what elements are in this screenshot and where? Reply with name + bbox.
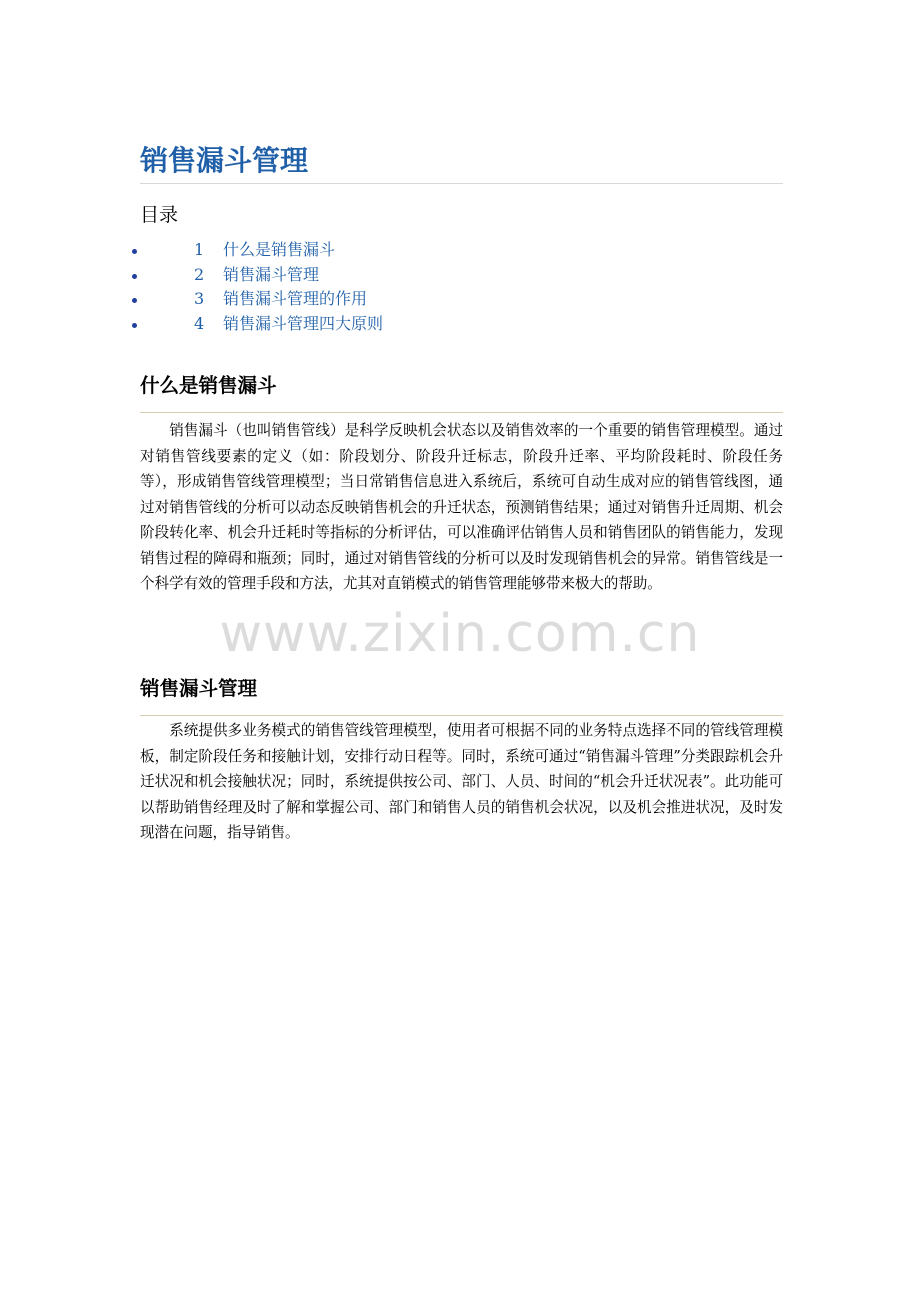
toc-link[interactable]: 销售漏斗管理四大原则 xyxy=(223,313,384,333)
toc-number: 2 xyxy=(194,264,205,284)
section-body-funnel-management: 系统提供多业务模式的销售管线管理模型，使用者可根据不同的业务特点选择不同的管线管理模板，制定阶段任务和接触计划，安排行动日程等。同时，系统可通过“销售漏斗管理”分类跟踪机会升迁状况和机会接触状况；同时，系统提供按公司、部门、人员、时间的“机会升迁状况表”。此功能可以帮助销售经理及时了解和掌握公司、部门和销售人员的销售机会状况，以及机会推进状况，及时发现潜在问题，指导销售。 xyxy=(140,722,783,841)
watermark: www.zixin.com.cn xyxy=(219,604,701,664)
toc-link[interactable]: 销售漏斗管理 xyxy=(223,264,320,284)
section-body-what-is-funnel: 销售漏斗（也叫销售管线）是科学反映机会状态以及销售效率的一个重要的销售管理模型。通过对销售管线要素的定义（如：阶段划分、阶段升迁标志，阶段升迁率、平均阶段耗时、阶段任务等），形成销售管线管理模型；当日常销售信息进入系统后，系统可自动生成对应的销售管线图，通过对销售管线的分析可以动态反映销售机会的升迁状态，预测销售结果；通过对销售升迁周期、机会阶段转化率、机会升迁耗时等指标的分析评估，可以准确评估销售人员和销售团队的销售能力，发现销售过程的障碍和瓶颈；同时，通过对销售管线的分析可以及时发现销售机会的异常。销售管线是一个科学有效的管理手段和方法，尤其对直销模式的销售管理能够带来极大的帮助。 xyxy=(140,422,783,592)
bullet-icon xyxy=(132,249,137,254)
toc-number: 4 xyxy=(194,313,205,333)
section-divider xyxy=(140,412,783,413)
toc-number: 1 xyxy=(194,240,205,259)
section-heading-funnel-management: 销售漏斗管理 xyxy=(140,677,258,700)
title-divider xyxy=(140,183,783,184)
bullet-icon xyxy=(132,274,137,279)
toc-link[interactable]: 什么是销售漏斗 xyxy=(223,240,336,259)
section-divider xyxy=(140,715,783,716)
toc-heading: 目录 xyxy=(140,204,179,226)
toc-item-3[interactable] xyxy=(132,287,782,312)
toc-number: 3 xyxy=(194,289,205,308)
toc-item-2[interactable] xyxy=(132,263,782,288)
toc-item-1[interactable] xyxy=(132,238,782,263)
toc-item-4[interactable] xyxy=(132,312,782,337)
section-heading-what-is-funnel: 什么是销售漏斗 xyxy=(140,374,277,397)
bullet-icon xyxy=(132,298,137,303)
table-of-contents xyxy=(132,238,782,336)
bullet-icon xyxy=(132,323,137,328)
page-title: 销售漏斗管理 xyxy=(140,144,309,177)
toc-link[interactable]: 销售漏斗管理的作用 xyxy=(223,289,368,308)
